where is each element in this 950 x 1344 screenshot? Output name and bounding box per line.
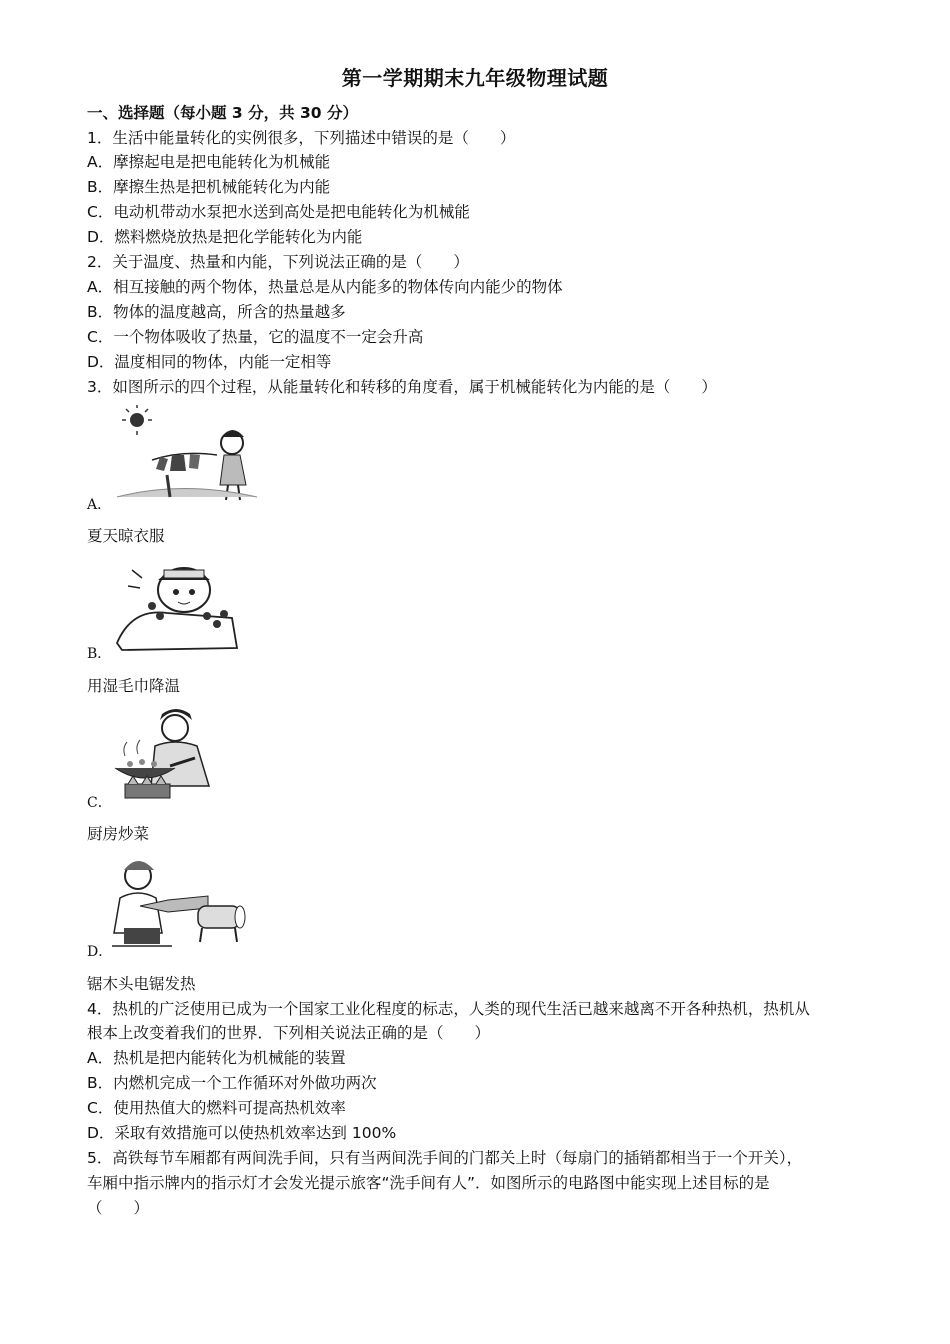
q1-option-d: D．燃料燃烧放热是把化学能转化为内能 [87, 228, 363, 246]
q4-option-b: B．内燃机完成一个工作循环对外做功两次 [87, 1074, 377, 1092]
q3-option-c-letter: C． [87, 795, 112, 811]
electric-saw-illustration [110, 858, 250, 953]
q1-option-b: B．摩擦生热是把机械能转化为内能 [87, 178, 331, 196]
q5-stem-line1: 5．高铁每节车厢都有两间洗手间，只有当两间洗手间的门都关上时（每扇门的插销都相当于一个开关）， [87, 1149, 803, 1167]
cooking-illustration [110, 706, 225, 806]
q4-option-c: C．使用热值大的燃料可提高热机效率 [87, 1099, 346, 1117]
q3-option-a-letter: A． [87, 497, 112, 513]
q1-option-a: A．摩擦起电是把电能转化为机械能 [87, 153, 331, 171]
q1-option-c: C．电动机带动水泵把水送到高处是把电能转化为机械能 [87, 203, 470, 221]
q2-option-b: B．物体的温度越高，所含的热量越多 [87, 303, 346, 321]
q5-stem-line2: 车厢中指示牌内的指示灯才会发光提示旅客“洗手间有人”．如图所示的电路图中能实现上述目标的是 [87, 1174, 770, 1192]
wet-towel-illustration [112, 558, 242, 658]
q5-stem-line3: （ ） [87, 1199, 150, 1217]
q2-option-a: A．相互接触的两个物体，热量总是从内能多的物体传向内能少的物体 [87, 278, 563, 296]
q4-stem-line1: 4．热机的广泛使用已成为一个国家工业化程度的标志，人类的现代生活已越来越离不开各种热机，热机从 [87, 1000, 810, 1018]
q3-option-d-caption: 锯木头电锯发热 [87, 975, 196, 993]
drying-clothes-illustration [112, 405, 262, 505]
q2-option-d: D．温度相同的物体，内能一定相等 [87, 353, 332, 371]
q3-option-c-caption: 厨房炒菜 [87, 825, 150, 843]
q3-option-b-caption: 用湿毛巾降温 [87, 677, 181, 695]
q1-stem: 1．生活中能量转化的实例很多，下列描述中错误的是（ ） [87, 129, 516, 147]
section-heading: 一、选择题（每小题 3 分，共 30 分） [87, 104, 358, 122]
q4-option-d: D．采取有效措施可以使热机效率达到 100% [87, 1124, 397, 1142]
q3-option-d-letter: D． [87, 944, 113, 960]
q3-stem: 3．如图所示的四个过程，从能量转化和转移的角度看，属于机械能转化为内能的是（ ） [87, 378, 717, 396]
q3-option-b-letter: B． [87, 646, 112, 662]
q3-option-a-caption: 夏天晾衣服 [87, 527, 165, 545]
page-title: 第一学期期末九年级物理试题 [341, 66, 609, 90]
q4-stem-line2: 根本上改变着我们的世界．下列相关说法正确的是（ ） [87, 1024, 491, 1042]
q2-stem: 2．关于温度、热量和内能，下列说法正确的是（ ） [87, 253, 469, 271]
q4-option-a: A．热机是把内能转化为机械能的装置 [87, 1049, 346, 1067]
q2-option-c: C．一个物体吸收了热量，它的温度不一定会升高 [87, 328, 424, 346]
